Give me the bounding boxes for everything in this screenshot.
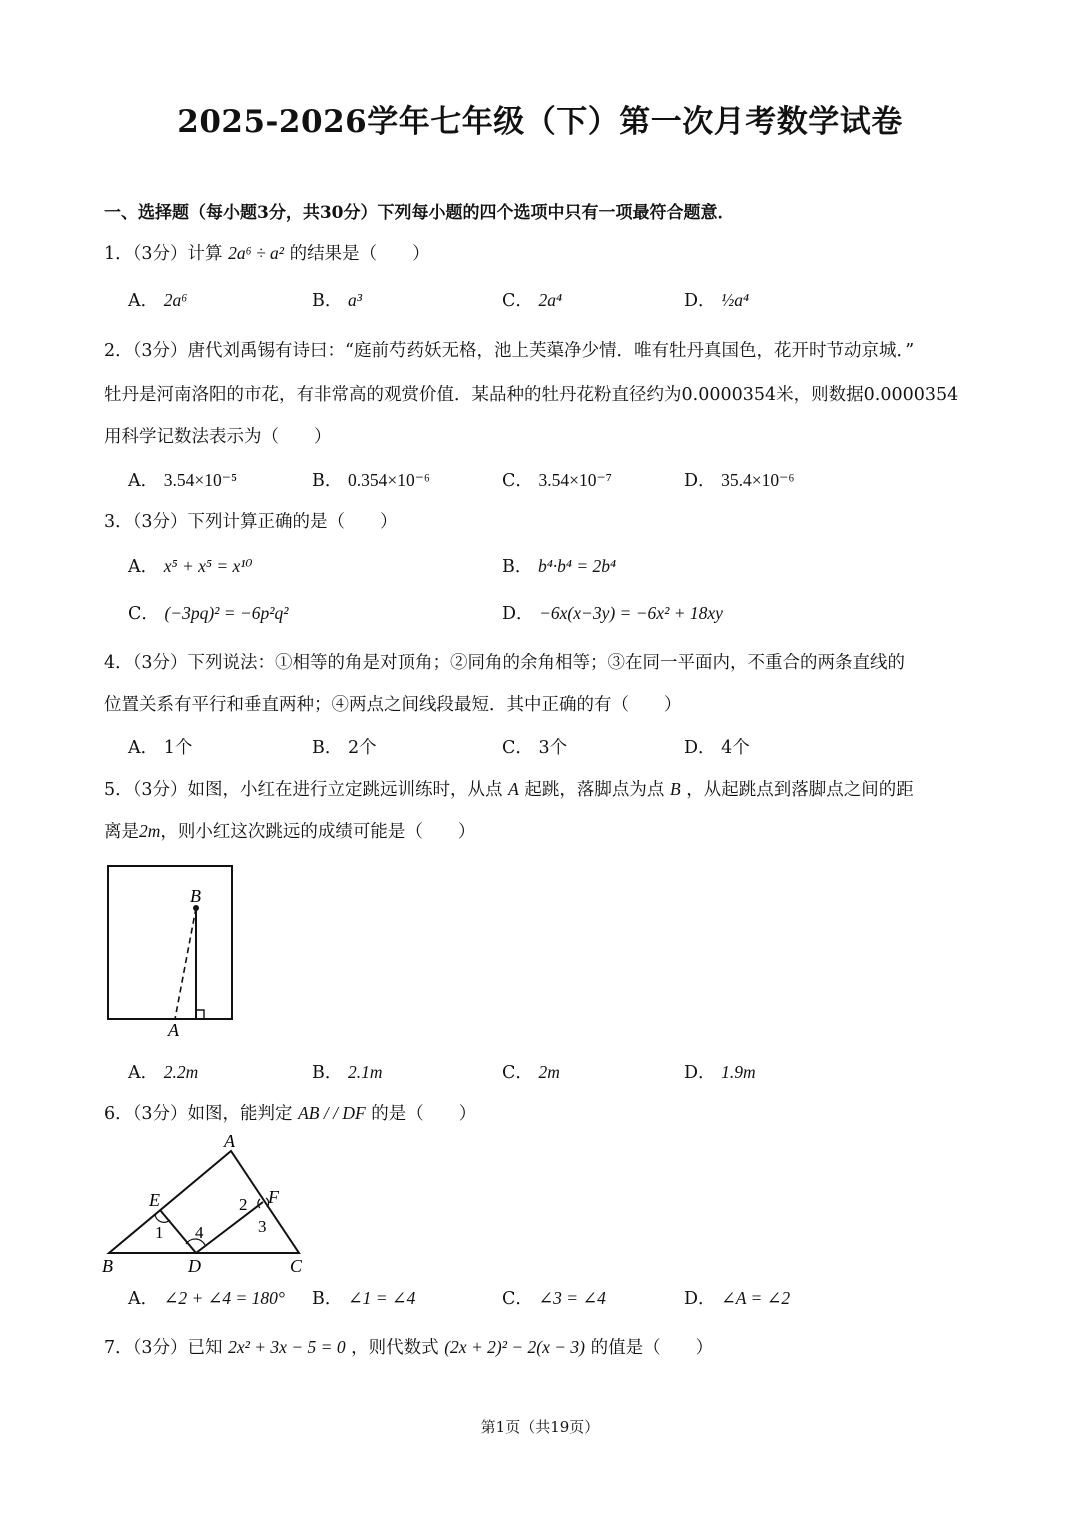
q3-option-c: C． (−3pq)² = −6p²q²: [128, 603, 289, 624]
label-b: B: [190, 886, 201, 906]
q3-option-a: A． x⁵ + x⁵ = x¹⁰: [128, 556, 253, 577]
q4-option-b: B． 2个: [312, 738, 377, 758]
q2-option-d: D． 35.4×10⁻⁶: [684, 470, 795, 491]
question-1-expression: 2a⁶ ÷ a²: [228, 243, 285, 263]
q6-option-d: D． ∠A = ∠2: [684, 1288, 791, 1309]
question-3-stem: 3．（3分）下列计算正确的是（ ）: [104, 512, 398, 532]
label-e: E: [149, 1190, 160, 1210]
page-footer: 第1页（共19页）: [480, 1418, 600, 1436]
q1-option-b: B． a³: [312, 290, 362, 311]
label-d: D: [188, 1256, 201, 1276]
q6-option-a: A． ∠2 + ∠4 = 180°: [128, 1288, 285, 1309]
q3-option-b: B． b⁴·b⁴ = 2b⁴: [502, 556, 617, 577]
label-b: B: [102, 1256, 113, 1276]
q4-option-d: D． 4个: [684, 738, 750, 758]
q5-option-c: C． 2m: [502, 1062, 560, 1083]
q1-option-c: C． 2a⁴: [502, 290, 563, 311]
question-7-stem: 7．（3分）已知 2x² + 3x − 5 = 0 ，则代数式 (2x + 2)² − 2(x − 3) 的值是（ ）: [104, 1337, 714, 1358]
right-angle-mark: [196, 1010, 204, 1019]
q5-option-d: D． 1.9m: [684, 1062, 756, 1083]
dashed-line-ab: [175, 908, 196, 1019]
question-5-figure: [104, 862, 238, 1042]
label-f: F: [268, 1187, 279, 1207]
label-angle-2: 2: [239, 1195, 248, 1214]
q2-option-a: A． 3.54×10⁻⁵: [128, 470, 238, 491]
label-a: A: [224, 1131, 235, 1151]
section-heading: 一、选择题（每小题3分，共30分）下列每小题的四个选项中只有一项最符合题意．: [104, 203, 735, 223]
label-angle-1: 1: [155, 1223, 164, 1242]
question-2-line-2: 牡丹是河南洛阳的市花，有非常高的观赏价值．某品种的牡丹花粉直径约为0.0000354米，则数据0.0000354: [104, 385, 959, 405]
segment-df: [196, 1202, 263, 1253]
q6-option-b: B． ∠1 = ∠4: [312, 1288, 416, 1309]
label-c: C: [290, 1256, 303, 1276]
q2-option-b: B． 0.354×10⁻⁶: [312, 470, 431, 491]
q4-option-c: C． 3个: [502, 738, 568, 758]
q3-option-d: D． −6x(x−3y) = −6x² + 18xy: [502, 603, 723, 624]
label-angle-3: 3: [258, 1217, 267, 1236]
question-2-line-1: 2．（3分）唐代刘禹锡有诗曰：“庭前芍药妖无格，池上芙蕖净少情．唯有牡丹真国色，花开时节动京城．”: [104, 341, 915, 361]
question-4-line-2: 位置关系有平行和垂直两种；④两点之间线段最短．其中正确的有（ ）: [104, 695, 682, 715]
question-2-line-3: 用科学记数法表示为（ ）: [104, 427, 332, 447]
question-1-stem: 1．（3分）计算 2a⁶ ÷ a² 的结果是（ ）: [104, 243, 430, 264]
question-6-figure: [100, 1128, 320, 1278]
q2-option-c: C． 3.54×10⁻⁷: [502, 470, 612, 491]
question-4-line-1: 4．（3分）下列说法：①相等的角是对顶角；②同角的余角相等；③在同一平面内，不重合的两条直线的: [104, 653, 906, 673]
question-5-line-2: 离是2m，则小红这次跳远的成绩可能是（ ）: [104, 821, 476, 842]
question-6-stem: 6．（3分）如图，能判定 AB / / DF 的是（ ）: [104, 1103, 477, 1124]
question-7-equation: 2x² + 3x − 5 = 0: [228, 1337, 346, 1357]
label-a: A: [168, 1020, 179, 1040]
segment-ed: [160, 1210, 196, 1253]
question-7-expression: (2x + 2)² − 2(x − 3): [444, 1337, 586, 1357]
q4-option-a: A． 1个: [128, 738, 193, 758]
question-6-expression: AB / / DF: [298, 1103, 366, 1123]
label-angle-4: 4: [195, 1223, 204, 1242]
q1-option-d: D． ½a⁴: [684, 290, 750, 311]
question-5-line-1: 5．（3分）如图，小红在进行立定跳远训练时，从点 A 起跳，落脚点为点 B ，从起跳点到落脚点之间的距: [104, 779, 914, 800]
long-jump-pit-box: [108, 866, 232, 1019]
page-title: 2025-2026学年七年级（下）第一次月考数学试卷: [177, 104, 903, 140]
q5-option-a: A． 2.2m: [128, 1062, 199, 1083]
q6-option-c: C． ∠3 = ∠4: [502, 1288, 606, 1309]
q1-option-a: A． 2a⁶: [128, 290, 188, 311]
q5-option-b: B． 2.1m: [312, 1062, 383, 1083]
